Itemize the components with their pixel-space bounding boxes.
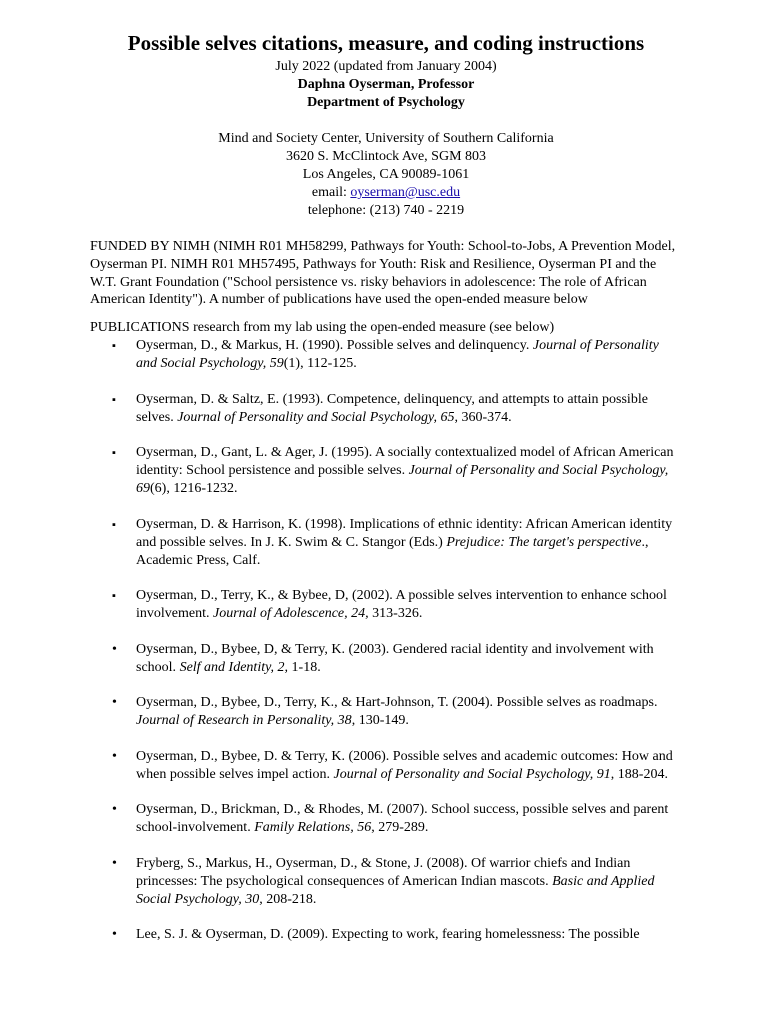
citation-journal: Journal of Personality and Social Psychology, 69 xyxy=(136,463,669,497)
citation-text: Oyserman, D., Bybee, D, & Terry, K. (2003). Gendered racial identity and involvement with school. xyxy=(136,641,654,675)
citation-text: Oyserman, D., Brickman, D., & Rhodes, M. (2007). School success, possible selves and parent school-involvement. xyxy=(136,802,669,836)
address-email-line xyxy=(90,184,682,202)
funding-paragraph: FUNDED BY NIMH (NIMH R01 MH58299, Pathways for Youth: School-to-Jobs, A Prevention Model, Oyserman PI. NIMH R01 MH57495, Pathways for Youth: Risk and Resilience, Oyserman PI and the W.T. Grant Foundation ("School persistence vs. risky behaviors in adolescence: The role of African American Identity"). A number of publications have used the open-ended measure below xyxy=(90,239,676,308)
round-bullet-icon: • xyxy=(112,802,117,818)
date-line: July 2022 (updated from January 2004) xyxy=(275,59,497,74)
round-bullet-icon: • xyxy=(112,748,117,764)
citation-journal: Self and Identity, 2, xyxy=(179,659,289,675)
list-item xyxy=(90,516,682,570)
citation-journal: Journal of Personality and Social Psychology, 91 xyxy=(333,766,611,782)
list-item xyxy=(90,444,682,498)
list-item xyxy=(90,391,682,427)
list-item xyxy=(90,337,682,373)
citation-journal: Family Relations, 56 xyxy=(254,820,372,836)
address-center: Mind and Society Center, University of Southern California xyxy=(218,131,554,146)
citation-journal: Journal of Adolescence, 24, xyxy=(213,606,369,622)
spacer xyxy=(90,112,682,130)
address-telephone: telephone: (213) 740 - 2219 xyxy=(307,203,465,218)
round-bullet-icon: • xyxy=(112,855,117,871)
citation-pages: (6), 1216-1232. xyxy=(150,481,238,497)
author-name: Daphna Oyserman, Professor xyxy=(297,77,475,92)
square-bullet-icon: ▪ xyxy=(112,447,116,460)
list-item xyxy=(90,926,682,944)
email-link[interactable]: oyserman@usc.edu xyxy=(350,185,461,200)
citation-text: Oyserman, D., Terry, K., & Bybee, D, (2002). A possible selves intervention to enhance school involvement. xyxy=(136,588,667,622)
citation-pages: , 130-149. xyxy=(351,713,409,729)
document-title: Possible selves citations, measure, and coding instructions xyxy=(127,31,645,55)
citation-pages: 313-326. xyxy=(368,606,423,622)
square-bullet-icon: ▪ xyxy=(112,518,116,531)
list-item xyxy=(90,641,682,677)
citation-text: Oyserman, D., Gant, L. & Ager, J. (1995). A socially contextualized model of African American identity: School persistence and possible selves. xyxy=(136,445,674,479)
department-name: Department of Psychology xyxy=(307,95,465,110)
citation-text: Fryberg, S., Markus, H., Oyserman, D., & Stone, J. (2008). Of warrior chiefs and Indian princesses: The psychological consequences of American Indian mascots. xyxy=(136,855,631,889)
publications-list xyxy=(90,337,682,944)
citation-journal: Basic and Applied Social Psychology, 30 xyxy=(136,873,655,907)
address-street: 3620 S. McClintock Ave, SGM 803 xyxy=(285,149,487,164)
email-label: email: xyxy=(311,185,351,200)
citation-text: Oyserman, D., & Markus, H. (1990). Possible selves and delinquency. xyxy=(136,338,533,354)
square-bullet-icon: ▪ xyxy=(112,393,116,406)
list-item xyxy=(90,801,682,837)
citation-pages: ., Academic Press, Calf. xyxy=(136,534,649,568)
citation-journal: Journal of Personality and Social Psychology, 59 xyxy=(136,338,659,372)
citation-text: Lee, S. J. & Oyserman, D. (2009). Expecting to work, fearing homelessness: The possible xyxy=(136,927,640,943)
citation-pages: 1-18. xyxy=(288,659,321,675)
citation-pages: (1), 112-125. xyxy=(283,356,357,372)
citation-pages: , 360-374. xyxy=(454,409,512,425)
citation-text: Oyserman, D., Bybee, D., Terry, K., & Hart-Johnson, T. (2004). Possible selves as roadmaps. xyxy=(136,695,658,711)
citation-journal: Journal of Personality and Social Psychology, 65 xyxy=(177,409,455,425)
round-bullet-icon: • xyxy=(112,695,117,711)
square-bullet-icon: ▪ xyxy=(112,340,116,353)
citation-pages: , 208-218. xyxy=(259,891,317,907)
citation-journal: Journal of Research in Personality, 38 xyxy=(136,713,352,729)
citation-text: Oyserman, D. & Harrison, K. (1998). Implications of ethnic identity: African American identity and possible selves. In J. K. Swim & C. Stangor (Eds.) xyxy=(136,516,673,550)
citation-text: Oyserman, D. & Saltz, E. (1993). Competence, delinquency, and attempts to attain possible selves. xyxy=(136,391,648,425)
spacer xyxy=(90,220,682,238)
citation-pages: , 188-204. xyxy=(610,766,668,782)
citation-pages: , 279-289. xyxy=(371,820,429,836)
publications-heading: PUBLICATIONS research from my lab using the open-ended measure (see below) xyxy=(90,320,555,336)
document-page xyxy=(90,30,682,962)
citation-text: Oyserman, D., Bybee, D. & Terry, K. (2006). Possible selves and academic outcomes: How and when possible selves impel action. xyxy=(136,748,673,782)
list-item xyxy=(90,587,682,623)
list-item xyxy=(90,855,682,909)
round-bullet-icon: • xyxy=(112,927,117,943)
list-item xyxy=(90,694,682,730)
address-city: Los Angeles, CA 90089-1061 xyxy=(302,167,470,182)
square-bullet-icon: ▪ xyxy=(112,590,116,603)
list-item xyxy=(90,748,682,784)
citation-journal: Prejudice: The target's perspective xyxy=(446,534,642,550)
round-bullet-icon: • xyxy=(112,641,117,657)
